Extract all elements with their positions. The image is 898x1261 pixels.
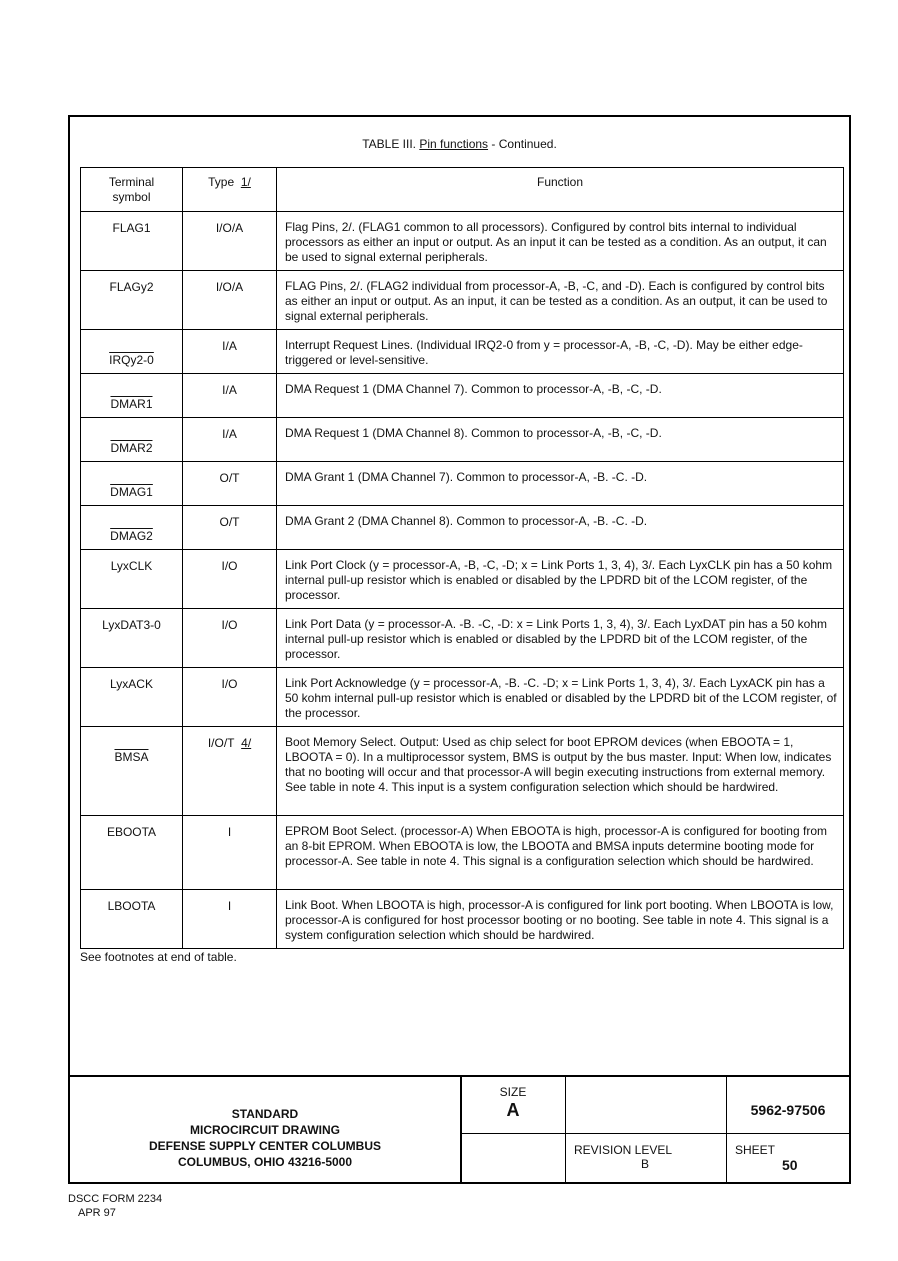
row-type: I/O [183, 609, 277, 668]
row-function: DMA Request 1 (DMA Channel 8). Common to processor-A, -B, -C, -D. [277, 418, 844, 462]
row-function: Link Boot. When LBOOTA is high, processor-A is configured for link port booting. When LBOOTA is low, processor-A is configured for host processor booting or no booting. See table in note 4. This signal is a system configuration selection which should be hardwired. [277, 890, 844, 949]
row-function: Boot Memory Select. Output: Used as chip select for boot EPROM devices (when EBOOTA = 1, LBOOTA = 0). In a multiprocessor system, BMS is output by the bus master. Input: When low, indicates that no booting will occur and that processor-A will begin executing instructions from external memory. See table in note 4. This input is a system configuration selection which should be hardwired. [277, 727, 844, 816]
row-type: I/O/A [183, 271, 277, 330]
row-symbol: BMSA [81, 727, 183, 816]
row-type: I/A [183, 374, 277, 418]
form-id [68, 1192, 162, 1220]
row-function: DMA Request 1 (DMA Channel 7). Common to processor-A, -B, -C, -D. [277, 374, 844, 418]
table-header-row [81, 168, 844, 212]
table-row [81, 609, 844, 668]
row-type: O/T [183, 506, 277, 550]
form-date: APR 97 [78, 1207, 116, 1219]
table-row [81, 374, 844, 418]
pin-functions-table [80, 167, 844, 949]
row-function: Interrupt Request Lines. (Individual IRQ2-0 from y = processor-A, -B, -C, -D). May be either edge-triggered or level-sensitive. [277, 330, 844, 374]
row-type: I/A [183, 330, 277, 374]
row-symbol: DMAR1 [81, 374, 183, 418]
table-row [81, 550, 844, 609]
row-symbol: DMAG2 [81, 506, 183, 550]
table-row [81, 271, 844, 330]
table-row [81, 506, 844, 550]
table-row [81, 330, 844, 374]
title-line-4: COLUMBUS, OHIO 43216-5000 [177, 1155, 353, 1169]
table-row [81, 212, 844, 271]
title-line-2: MICROCIRCUIT DRAWING [190, 1123, 340, 1137]
row-function: Link Port Acknowledge (y = processor-A, -B. -C. -D; x = Link Ports 1, 3, 4), 3/. Each LyxACK pin has a 50 kohm internal pull-up resistor which is enabled or disabled by the LPDRD bit of the LCOM register, of the processor. [277, 668, 844, 727]
drawing-number-cell [727, 1077, 849, 1134]
table-title: TABLE III. Pin functions - Continued. [362, 137, 557, 151]
header-terminal-symbol: Terminal symbol [81, 168, 183, 212]
sheet-label: SHEET [735, 1143, 776, 1157]
table-row [81, 462, 844, 506]
row-type: I/O [183, 668, 277, 727]
row-type: I/A [183, 418, 277, 462]
title-block [70, 1075, 849, 1184]
row-function: Flag Pins, 2/. (FLAG1 common to all processors). Configured by control bits internal to individual processors as either an input or output. As an input it can be tested as a condition. As an output, it can be used to signal external peripherals. [277, 212, 844, 271]
title-line-3: DEFENSE SUPPLY CENTER COLUMBUS [148, 1139, 382, 1153]
row-function: Link Port Data (y = processor-A. -B. -C, -D: x = Link Ports 1, 3, 4), 3/. Each LyxDAT pin has a 50 kohm internal pull-up resistor which is enabled or disabled by the LPDRD bit of the LCOM register, of the processor. [277, 609, 844, 668]
row-symbol: LBOOTA [81, 890, 183, 949]
table-row [81, 418, 844, 462]
row-symbol: LyxDAT3-0 [81, 609, 183, 668]
row-symbol: DMAG1 [81, 462, 183, 506]
sheet-cell [727, 1134, 849, 1184]
size-cell [461, 1077, 566, 1134]
size-label: SIZE [499, 1085, 527, 1099]
row-function: DMA Grant 1 (DMA Channel 7). Common to processor-A, -B. -C. -D. [277, 462, 844, 506]
row-function: FLAG Pins, 2/. (FLAG2 individual from processor-A, -B, -C, and -D). Each is configured by control bits as either an input or output. As an input, it can be tested as a condition. As an output, it can be used to signal external peripherals. [277, 271, 844, 330]
row-symbol: EBOOTA [81, 816, 183, 890]
row-function: EPROM Boot Select. (processor-A) When EBOOTA is high, processor-A is configured for booting from an 8-bit EPROM. When EBOOTA is low, the LBOOTA and BMSA inputs determine booting mode for processor-A. See table in note 4. This signal is a configuration selection which should be hardwired. [277, 816, 844, 890]
table-title-name: Pin functions [419, 137, 489, 151]
row-type: I/O/T 4/ [183, 727, 277, 816]
title-line-1: STANDARD [231, 1107, 299, 1121]
row-type: O/T [183, 462, 277, 506]
blank-cell [461, 1134, 566, 1184]
title-block-agency [70, 1077, 462, 1184]
header-type: Type 1/ [183, 168, 277, 212]
page-frame [68, 115, 851, 1184]
drawing-number: 5962-97506 [750, 1102, 826, 1118]
size-value: A [506, 1100, 520, 1120]
row-symbol: IRQy2-0 [81, 330, 183, 374]
revision-cell [566, 1134, 727, 1184]
row-type: I/O [183, 550, 277, 609]
revision-label: REVISION LEVEL [574, 1143, 673, 1157]
row-symbol: DMAR2 [81, 418, 183, 462]
row-type: I [183, 890, 277, 949]
footnote: See footnotes at end of table. [80, 950, 237, 964]
blank-cell [566, 1077, 727, 1134]
row-type: I [183, 816, 277, 890]
row-type: I/O/A [183, 212, 277, 271]
table-row [81, 668, 844, 727]
row-symbol: LyxACK [81, 668, 183, 727]
header-function: Function [277, 168, 844, 212]
row-function: DMA Grant 2 (DMA Channel 8). Common to processor-A, -B. -C. -D. [277, 506, 844, 550]
revision-value: B [641, 1157, 650, 1171]
row-symbol: LyxCLK [81, 550, 183, 609]
form-number: DSCC FORM 2234 [68, 1193, 163, 1205]
row-function: Link Port Clock (y = processor-A, -B, -C, -D; x = Link Ports 1, 3, 4), 3/. Each LyxCLK pin has a 50 kohm internal pull-up resistor which is enabled or disabled by the LPDRD bit of the LCOM register, of the processor. [277, 550, 844, 609]
row-symbol: FLAG1 [81, 212, 183, 271]
sheet-value: 50 [782, 1157, 798, 1173]
table-row [81, 816, 844, 890]
table-row [81, 727, 844, 816]
row-symbol: FLAGy2 [81, 271, 183, 330]
table-row [81, 890, 844, 949]
